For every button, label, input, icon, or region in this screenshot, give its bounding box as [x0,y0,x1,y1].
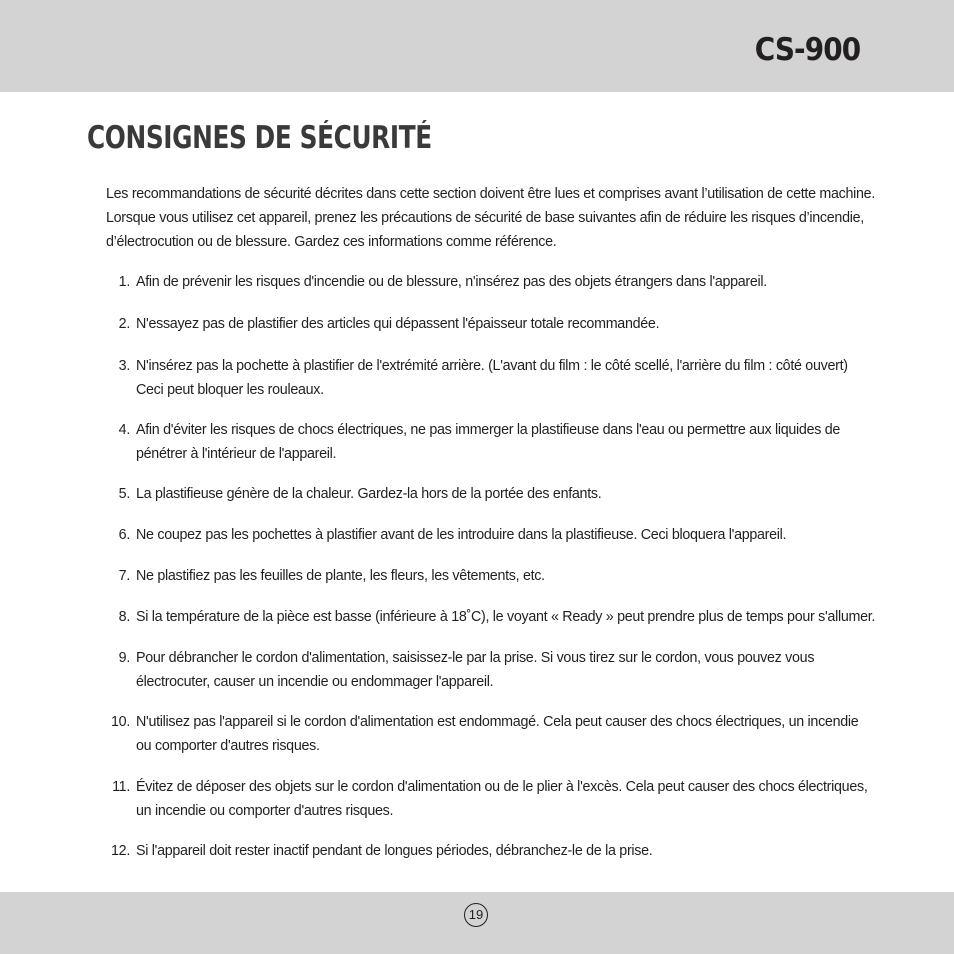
item-text: Si l'appareil doit rester inactif pendant de longues périodes, débranchez-le de la prise. [136,843,653,859]
item-text: Pour débrancher le cordon d'alimentation, saisissez-le par la prise. Si vous tirez sur le cordon, vous pouvez vous [136,650,815,666]
item-text: Si la température de la pièce est basse (inférieure à 18˚C), le voyant « Ready » peut prendre plus de temps pour s'allumer. [136,609,876,625]
item-number: 7. [118,568,130,584]
item-text: pénétrer à l'intérieur de l'appareil. [136,446,337,462]
item-number: 2. [118,316,130,332]
intro-line: Les recommandations de sécurité décrites dans cette section doivent être lues et comprises avant l’utilisation de cette machine. [106,186,876,202]
model-name: CS-900 [754,32,860,68]
intro-line: Lorsque vous utilisez cet appareil, prenez les précautions de sécurité de base suivantes afin de réduire les risques d’incendie, [106,210,864,226]
item-number: 10. [111,714,130,730]
item-text: N'insérez pas la pochette à plastifier de l'extrémité arrière. (L'avant du film : le côté scellé, l'arrière du film : côté ouvert) [136,358,848,374]
item-text: N'essayez pas de plastifier des articles qui dépassent l'épaisseur totale recommandée. [136,316,660,332]
item-number: 4. [118,422,130,438]
item-text: Ne plastifiez pas les feuilles de plante, les fleurs, les vêtements, etc. [136,568,545,584]
item-number: 11. [112,779,130,795]
item-text: La plastifieuse génère de la chaleur. Gardez-la hors de la portée des enfants. [136,486,602,502]
item-text: ou comporter d'autres risques. [136,738,320,754]
page-title: CONSIGNES DE SÉCURITÉ [87,120,432,156]
page-number: 19 [464,903,488,927]
item-text: Ceci peut bloquer les rouleaux. [136,382,324,398]
item-text: un incendie ou comporter d'autres risques. [136,803,394,819]
item-number: 6. [118,527,130,543]
intro-paragraph [106,182,896,254]
item-text: Afin de prévenir les risques d'incendie ou de blessure, n'insérez pas des objets étrangers dans l'appareil. [136,274,767,290]
item-number: 9. [118,650,130,666]
item-number: 12. [111,843,130,859]
item-text: Évitez de déposer des objets sur le cordon d'alimentation ou de le plier à l'excès. Cela peut causer des chocs électriques, [136,779,868,795]
item-number: 5. [118,486,130,502]
item-number: 1. [118,274,130,290]
intro-line: d’électrocution ou de blessure. Gardez ces informations comme référence. [106,234,557,250]
item-text: Ne coupez pas les pochettes à plastifier avant de les introduire dans la plastifieuse. Ceci bloquera l'appareil. [136,527,787,543]
item-text: Afin d'éviter les risques de chocs électriques, ne pas immerger la plastifieuse dans l'eau ou permettre aux liquides de [136,422,841,438]
item-text: N'utilisez pas l'appareil si le cordon d'alimentation est endommagé. Cela peut causer des chocs électriques, un incendie [136,714,859,730]
item-number: 3. [118,358,130,374]
item-number: 8. [118,609,130,625]
item-text: électrocuter, causer un incendie ou endommager l'appareil. [136,674,494,690]
